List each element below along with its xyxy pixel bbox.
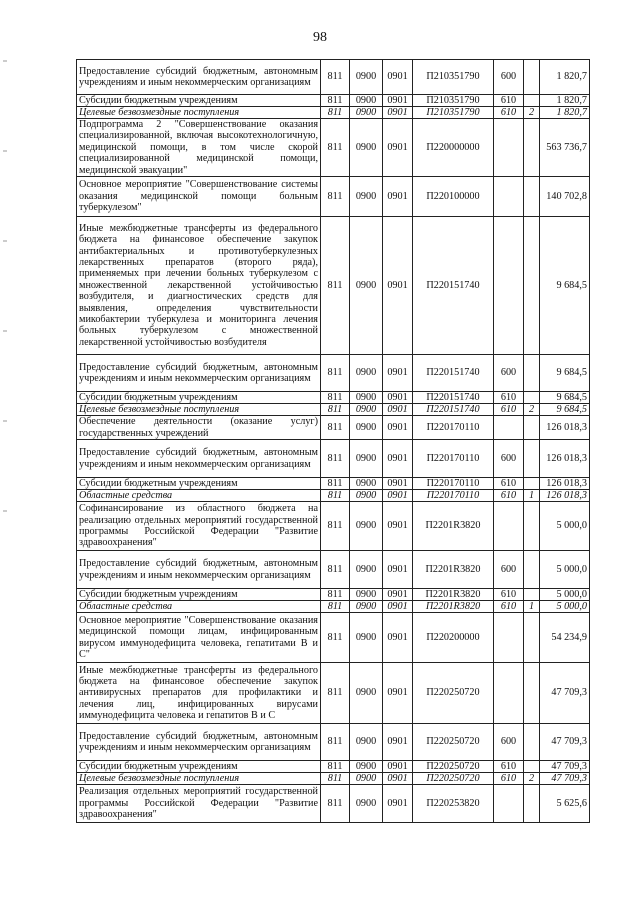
cell-target-article: П220250720 <box>413 773 494 785</box>
cell-section: 0900 <box>350 478 383 490</box>
table-row <box>77 551 590 589</box>
row-name: Целевые безвозмездные поступления <box>77 773 321 785</box>
cell-source <box>524 663 540 724</box>
cell-grbs: 811 <box>321 773 350 785</box>
cell-section: 0900 <box>350 355 383 392</box>
budget-table <box>76 59 590 823</box>
cell-subsection: 0901 <box>383 589 413 601</box>
cell-target-article: П220250720 <box>413 663 494 724</box>
row-name: Субсидии бюджетным учреждениям <box>77 392 321 404</box>
cell-expense-type: 600 <box>494 551 524 589</box>
cell-section: 0900 <box>350 119 383 177</box>
cell-section: 0900 <box>350 785 383 823</box>
table-row <box>77 60 590 95</box>
cell-source <box>524 589 540 601</box>
table-row <box>77 440 590 478</box>
cell-source <box>524 785 540 823</box>
cell-source <box>524 551 540 589</box>
cell-source <box>524 119 540 177</box>
cell-grbs: 811 <box>321 761 350 773</box>
table-row <box>77 724 590 761</box>
cell-amount: 1 820,7 <box>540 107 590 119</box>
row-name: Целевые безвозмездные поступления <box>77 404 321 416</box>
cell-grbs: 811 <box>321 95 350 107</box>
cell-amount: 5 000,0 <box>540 601 590 613</box>
cell-source <box>524 177 540 217</box>
cell-amount: 126 018,3 <box>540 478 590 490</box>
cell-expense-type <box>494 502 524 551</box>
scan-margin-marks <box>3 0 9 905</box>
cell-target-article: П220250720 <box>413 724 494 761</box>
cell-subsection: 0901 <box>383 392 413 404</box>
cell-amount: 9 684,5 <box>540 392 590 404</box>
cell-subsection: 0901 <box>383 404 413 416</box>
cell-grbs: 811 <box>321 217 350 355</box>
cell-amount: 9 684,5 <box>540 217 590 355</box>
cell-subsection: 0901 <box>383 217 413 355</box>
cell-expense-type <box>494 785 524 823</box>
cell-source: 2 <box>524 404 540 416</box>
cell-subsection: 0901 <box>383 177 413 217</box>
row-name: Иные межбюджетные трансферты из федерального бюджета на финансовое обеспечение закупок антивирусных препаратов для профилактики и лечения лиц, инфицированных вирусами иммунодефицита человека и гепатитов В и С <box>77 663 321 724</box>
cell-target-article: П2201R3820 <box>413 589 494 601</box>
cell-section: 0900 <box>350 107 383 119</box>
row-name: Областные средства <box>77 601 321 613</box>
cell-target-article: П210351790 <box>413 107 494 119</box>
table-row <box>77 404 590 416</box>
cell-target-article: П220151740 <box>413 355 494 392</box>
cell-section: 0900 <box>350 217 383 355</box>
cell-source: 2 <box>524 773 540 785</box>
cell-amount: 126 018,3 <box>540 440 590 478</box>
cell-target-article: П220170110 <box>413 478 494 490</box>
cell-subsection: 0901 <box>383 785 413 823</box>
cell-section: 0900 <box>350 416 383 440</box>
cell-subsection: 0901 <box>383 416 413 440</box>
cell-section: 0900 <box>350 761 383 773</box>
cell-section: 0900 <box>350 177 383 217</box>
cell-expense-type: 610 <box>494 392 524 404</box>
cell-target-article: П220170110 <box>413 416 494 440</box>
cell-subsection: 0901 <box>383 107 413 119</box>
table-row <box>77 177 590 217</box>
cell-amount: 5 000,0 <box>540 589 590 601</box>
cell-grbs: 811 <box>321 785 350 823</box>
cell-target-article: П2201R3820 <box>413 551 494 589</box>
cell-target-article: П2201R3820 <box>413 601 494 613</box>
cell-target-article: П220170110 <box>413 490 494 502</box>
row-name: Субсидии бюджетным учреждениям <box>77 589 321 601</box>
cell-amount: 1 820,7 <box>540 95 590 107</box>
cell-section: 0900 <box>350 404 383 416</box>
cell-section: 0900 <box>350 601 383 613</box>
table-row <box>77 392 590 404</box>
row-name: Основное мероприятие "Совершенствование оказания медицинской помощи лицам, инфицированным вирусом иммунодефицита человека, гепатитами В и С" <box>77 613 321 663</box>
cell-amount: 1 820,7 <box>540 60 590 95</box>
cell-grbs: 811 <box>321 663 350 724</box>
cell-section: 0900 <box>350 502 383 551</box>
cell-subsection: 0901 <box>383 95 413 107</box>
row-name: Предоставление субсидий бюджетным, автономным учреждениям и иным некоммерческим организациям <box>77 355 321 392</box>
cell-amount: 47 709,3 <box>540 663 590 724</box>
table-row <box>77 355 590 392</box>
cell-grbs: 811 <box>321 177 350 217</box>
table-row <box>77 478 590 490</box>
cell-subsection: 0901 <box>383 551 413 589</box>
row-name: Основное мероприятие "Совершенствование системы оказания медицинской помощи больным туберкулезом" <box>77 177 321 217</box>
cell-source <box>524 724 540 761</box>
cell-grbs: 811 <box>321 404 350 416</box>
cell-subsection: 0901 <box>383 478 413 490</box>
cell-target-article: П220151740 <box>413 404 494 416</box>
cell-subsection: 0901 <box>383 355 413 392</box>
cell-target-article: П220000000 <box>413 119 494 177</box>
cell-expense-type <box>494 217 524 355</box>
cell-amount: 9 684,5 <box>540 355 590 392</box>
cell-amount: 563 736,7 <box>540 119 590 177</box>
table-row <box>77 761 590 773</box>
row-name: Подпрограмма 2 "Совершенствование оказания специализированной, включая высокотехнологичную, медицинской помощи, в том числе скорой специализированной медицинской помощи, медицинской эвакуации" <box>77 119 321 177</box>
cell-section: 0900 <box>350 95 383 107</box>
cell-amount: 5 625,6 <box>540 785 590 823</box>
cell-amount: 47 709,3 <box>540 773 590 785</box>
cell-expense-type: 600 <box>494 60 524 95</box>
cell-source: 1 <box>524 601 540 613</box>
cell-expense-type: 610 <box>494 95 524 107</box>
cell-source <box>524 440 540 478</box>
cell-grbs: 811 <box>321 107 350 119</box>
cell-amount: 126 018,3 <box>540 416 590 440</box>
cell-amount: 47 709,3 <box>540 761 590 773</box>
cell-expense-type: 600 <box>494 724 524 761</box>
cell-amount: 5 000,0 <box>540 551 590 589</box>
cell-grbs: 811 <box>321 551 350 589</box>
table-row <box>77 217 590 355</box>
cell-expense-type: 610 <box>494 404 524 416</box>
cell-subsection: 0901 <box>383 440 413 478</box>
cell-source: 1 <box>524 490 540 502</box>
cell-source <box>524 613 540 663</box>
cell-grbs: 811 <box>321 416 350 440</box>
cell-source <box>524 478 540 490</box>
table-row <box>77 502 590 551</box>
row-name: Областные средства <box>77 490 321 502</box>
cell-grbs: 811 <box>321 613 350 663</box>
cell-subsection: 0901 <box>383 119 413 177</box>
cell-target-article: П220250720 <box>413 761 494 773</box>
cell-source <box>524 761 540 773</box>
cell-source <box>524 392 540 404</box>
row-name: Субсидии бюджетным учреждениям <box>77 95 321 107</box>
row-name: Иные межбюджетные трансферты из федерального бюджета на финансовое обеспечение закупок антибактериальных и противотуберкулезных лекарственных препаратов (второго ряда), применяемых при лечении больных туберкулезом с множественной лекарственной устойчивостью возбудителя, и диагностических средств для выявления, определения чувствительности микобактерии туберкулеза и мониторинга лечения больных туберкулезом с множественной лекарственной устойчивостью возбудителя <box>77 217 321 355</box>
row-name: Целевые безвозмездные поступления <box>77 107 321 119</box>
cell-target-article: П220151740 <box>413 217 494 355</box>
cell-source <box>524 502 540 551</box>
cell-amount: 126 018,3 <box>540 490 590 502</box>
cell-source: 2 <box>524 107 540 119</box>
cell-expense-type: 610 <box>494 107 524 119</box>
table-row <box>77 589 590 601</box>
cell-subsection: 0901 <box>383 613 413 663</box>
cell-section: 0900 <box>350 551 383 589</box>
cell-expense-type: 600 <box>494 440 524 478</box>
cell-expense-type <box>494 177 524 217</box>
cell-target-article: П220151740 <box>413 392 494 404</box>
cell-section: 0900 <box>350 60 383 95</box>
cell-section: 0900 <box>350 773 383 785</box>
row-name: Субсидии бюджетным учреждениям <box>77 478 321 490</box>
table-row <box>77 416 590 440</box>
cell-source <box>524 355 540 392</box>
row-name: Предоставление субсидий бюджетным, автономным учреждениям и иным некоммерческим организациям <box>77 440 321 478</box>
cell-expense-type <box>494 613 524 663</box>
cell-section: 0900 <box>350 613 383 663</box>
cell-amount: 5 000,0 <box>540 502 590 551</box>
cell-target-article: П210351790 <box>413 95 494 107</box>
cell-target-article: П220253820 <box>413 785 494 823</box>
cell-grbs: 811 <box>321 478 350 490</box>
cell-section: 0900 <box>350 724 383 761</box>
table-row <box>77 107 590 119</box>
row-name: Предоставление субсидий бюджетным, автономным учреждениям и иным некоммерческим организациям <box>77 724 321 761</box>
cell-subsection: 0901 <box>383 502 413 551</box>
cell-section: 0900 <box>350 490 383 502</box>
cell-section: 0900 <box>350 440 383 478</box>
cell-amount: 140 702,8 <box>540 177 590 217</box>
cell-target-article: П220100000 <box>413 177 494 217</box>
table-row <box>77 119 590 177</box>
table-row <box>77 785 590 823</box>
cell-section: 0900 <box>350 392 383 404</box>
cell-expense-type: 600 <box>494 355 524 392</box>
cell-target-article: П210351790 <box>413 60 494 95</box>
cell-expense-type: 610 <box>494 478 524 490</box>
cell-source <box>524 416 540 440</box>
cell-grbs: 811 <box>321 355 350 392</box>
row-name: Софинансирование из областного бюджета на реализацию отдельных мероприятий государственной программы Российской Федерации "Развитие здравоохранения" <box>77 502 321 551</box>
cell-source <box>524 60 540 95</box>
page-number: 98 <box>313 30 327 45</box>
cell-amount: 47 709,3 <box>540 724 590 761</box>
table-row <box>77 490 590 502</box>
cell-target-article: П220170110 <box>413 440 494 478</box>
cell-expense-type <box>494 119 524 177</box>
table-row <box>77 601 590 613</box>
row-name: Предоставление субсидий бюджетным, автономным учреждениям и иным некоммерческим организациям <box>77 60 321 95</box>
cell-expense-type: 610 <box>494 601 524 613</box>
cell-subsection: 0901 <box>383 601 413 613</box>
table-row <box>77 613 590 663</box>
cell-grbs: 811 <box>321 601 350 613</box>
cell-subsection: 0901 <box>383 724 413 761</box>
row-name: Предоставление субсидий бюджетным, автономным учреждениям и иным некоммерческим организациям <box>77 551 321 589</box>
cell-expense-type <box>494 416 524 440</box>
cell-amount: 54 234,9 <box>540 613 590 663</box>
cell-source <box>524 217 540 355</box>
cell-expense-type <box>494 663 524 724</box>
cell-subsection: 0901 <box>383 761 413 773</box>
cell-target-article: П2201R3820 <box>413 502 494 551</box>
cell-expense-type: 610 <box>494 589 524 601</box>
row-name: Реализация отдельных мероприятий государственной программы Российской Федерации "Развитие здравоохранения" <box>77 785 321 823</box>
row-name: Обеспечение деятельности (оказание услуг) государственных учреждений <box>77 416 321 440</box>
cell-expense-type: 610 <box>494 490 524 502</box>
cell-subsection: 0901 <box>383 663 413 724</box>
cell-grbs: 811 <box>321 490 350 502</box>
cell-grbs: 811 <box>321 589 350 601</box>
cell-grbs: 811 <box>321 440 350 478</box>
cell-expense-type: 610 <box>494 761 524 773</box>
cell-grbs: 811 <box>321 119 350 177</box>
table-row <box>77 95 590 107</box>
cell-grbs: 811 <box>321 502 350 551</box>
cell-section: 0900 <box>350 589 383 601</box>
cell-grbs: 811 <box>321 392 350 404</box>
cell-amount: 9 684,5 <box>540 404 590 416</box>
cell-subsection: 0901 <box>383 490 413 502</box>
table-row <box>77 773 590 785</box>
cell-target-article: П220200000 <box>413 613 494 663</box>
cell-subsection: 0901 <box>383 60 413 95</box>
row-name: Субсидии бюджетным учреждениям <box>77 761 321 773</box>
cell-expense-type: 610 <box>494 773 524 785</box>
cell-grbs: 811 <box>321 60 350 95</box>
cell-source <box>524 95 540 107</box>
cell-section: 0900 <box>350 663 383 724</box>
table-row <box>77 663 590 724</box>
cell-subsection: 0901 <box>383 773 413 785</box>
cell-grbs: 811 <box>321 724 350 761</box>
